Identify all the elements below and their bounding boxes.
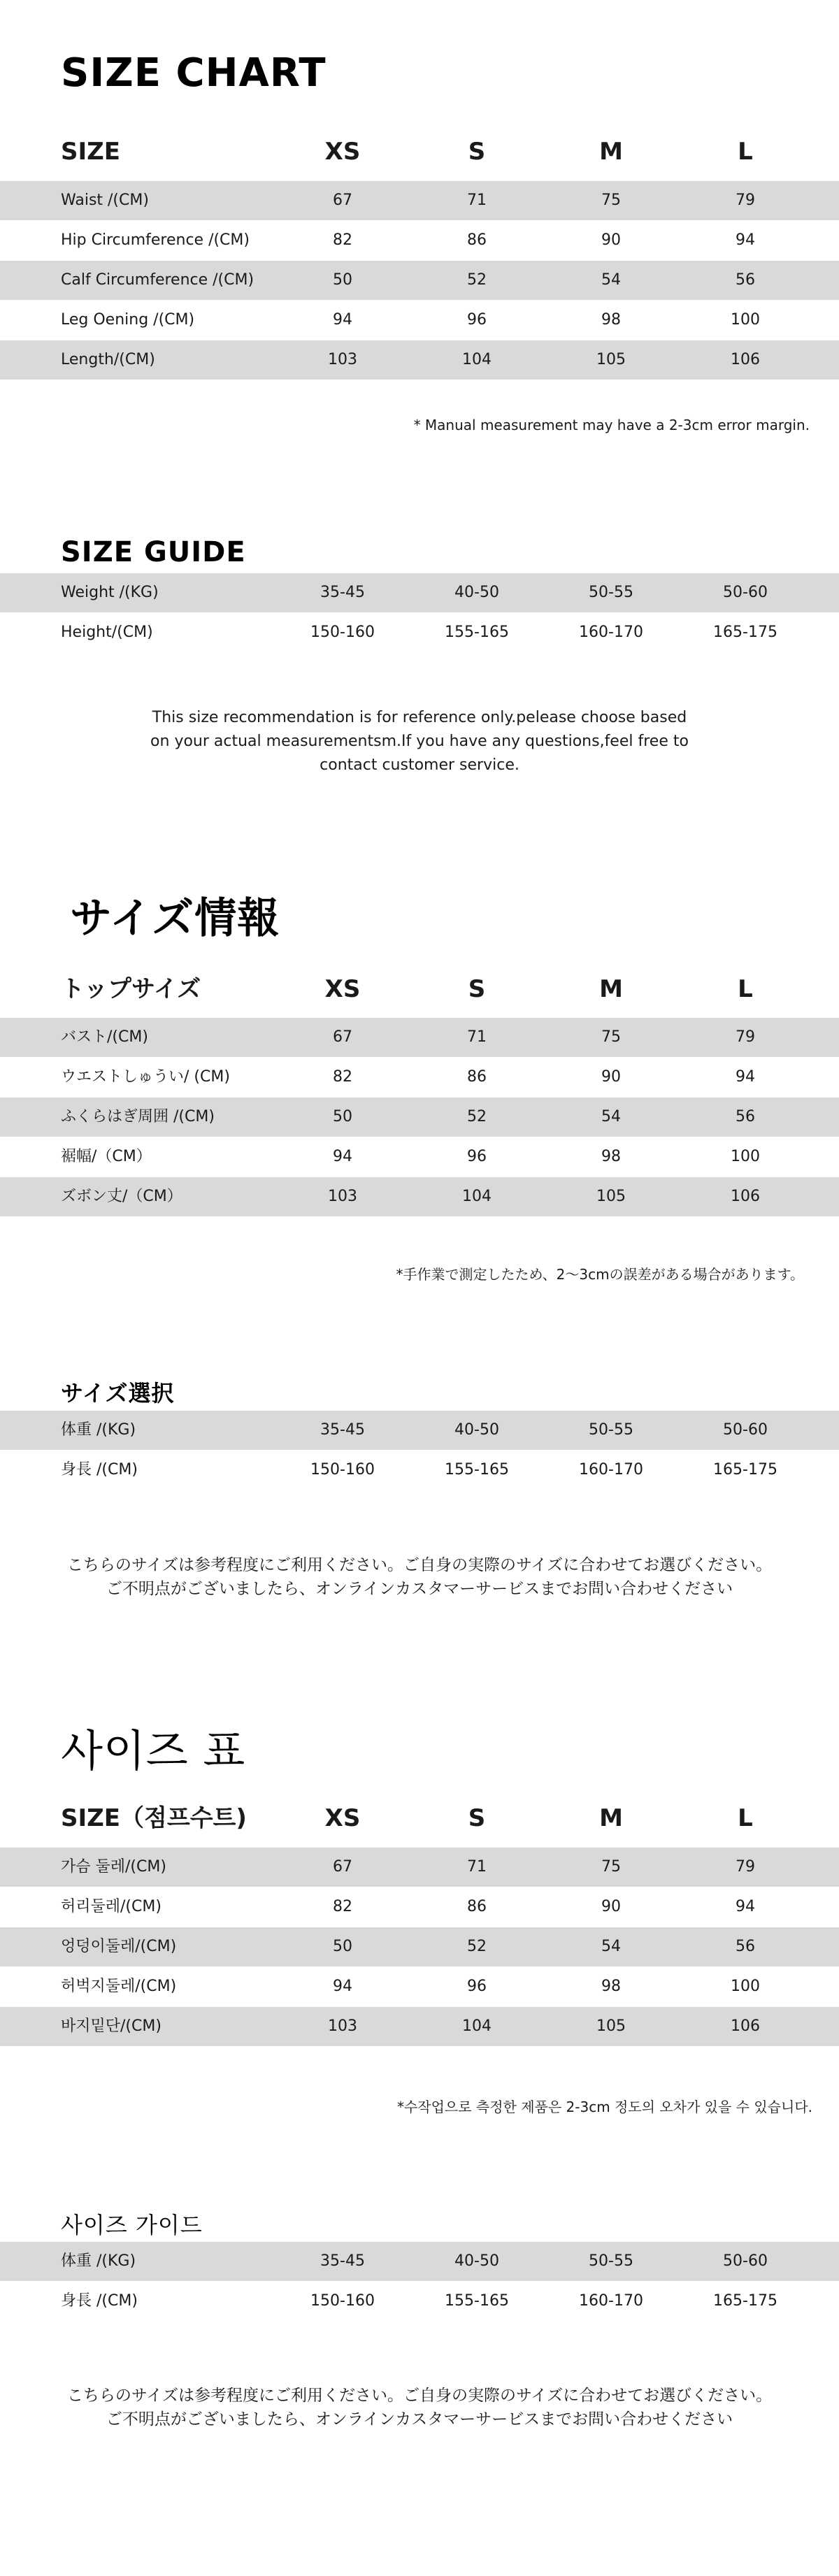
cell: 56 xyxy=(736,271,755,289)
size-header-l: L xyxy=(738,1804,753,1832)
row-label: Hip Circumference /(CM) xyxy=(61,231,250,249)
size-header-label: SIZE（점프수트) xyxy=(61,1804,247,1832)
cell: 100 xyxy=(731,1148,760,1165)
size-header-s: S xyxy=(468,975,486,1003)
size-header-xs: XS xyxy=(324,1804,361,1832)
cell: 71 xyxy=(467,1858,487,1876)
cell: 67 xyxy=(333,192,352,209)
table-row xyxy=(0,1887,839,1927)
measurement-note: *수작업으로 측정한 제품은 2-3cm 정도의 오차가 있을 수 있습니다. xyxy=(396,2099,812,2115)
size-chart-title: SIZE CHART xyxy=(61,50,327,96)
table-row xyxy=(0,1018,839,1057)
cell: 100 xyxy=(731,1978,760,1995)
paragraph-line: on your actual measurementsm.If you have any questions,feel free to xyxy=(150,733,689,750)
cell: 160-170 xyxy=(579,624,643,641)
cell: 94 xyxy=(333,1978,352,1995)
row-label: 가슴 둘레/(CM) xyxy=(61,1858,166,1876)
cell: 86 xyxy=(467,1898,487,1915)
table-row xyxy=(0,1177,839,1216)
row-label: 엉덩이둘레/(CM) xyxy=(61,1938,177,1955)
size-guide-title: SIZE GUIDE xyxy=(61,536,246,568)
cell: 52 xyxy=(467,1938,487,1955)
cell: 155-165 xyxy=(445,624,509,641)
cell: 82 xyxy=(333,1068,352,1086)
measurement-note: * Manual measurement may have a 2-3cm error margin. xyxy=(413,417,810,433)
cell: 79 xyxy=(736,192,755,209)
table-row xyxy=(0,340,839,380)
table-row xyxy=(0,261,839,300)
cell: 75 xyxy=(601,192,621,209)
table-row xyxy=(0,221,839,260)
cell: 35-45 xyxy=(320,584,365,601)
table-row xyxy=(0,1967,839,2006)
cell: 67 xyxy=(333,1028,352,1046)
row-label: 허벅지둘레/(CM) xyxy=(61,1978,177,1995)
size-chart-title: 사이즈 표 xyxy=(61,1725,246,1776)
cell: 50-60 xyxy=(723,584,768,601)
recommendation-paragraph xyxy=(0,706,839,777)
cell: 79 xyxy=(736,1028,755,1046)
cell: 103 xyxy=(328,2017,357,2035)
paragraph-line: contact customer service. xyxy=(320,756,519,774)
cell: 96 xyxy=(467,311,487,329)
recommendation-paragraph xyxy=(0,2384,839,2431)
cell: 40-50 xyxy=(454,2252,499,2270)
cell: 96 xyxy=(467,1148,487,1165)
row-label: 身長 /(CM) xyxy=(61,2292,138,2310)
size-header-l: L xyxy=(738,138,753,166)
cell: 50-60 xyxy=(723,2252,768,2270)
table-row xyxy=(0,2007,839,2046)
cell: 160-170 xyxy=(579,1461,643,1478)
cell: 35-45 xyxy=(320,1421,365,1439)
table-row xyxy=(0,573,839,612)
row-label: 허리둘레/(CM) xyxy=(61,1898,162,1915)
cell: 50-55 xyxy=(589,1421,633,1439)
cell: 56 xyxy=(736,1108,755,1125)
cell: 104 xyxy=(462,1188,492,1205)
table-row xyxy=(0,181,839,220)
cell: 94 xyxy=(736,231,755,249)
table-row xyxy=(0,1137,839,1177)
table-row xyxy=(0,1411,839,1450)
size-header-xs: XS xyxy=(324,138,361,166)
cell: 103 xyxy=(328,1188,357,1205)
cell: 105 xyxy=(596,351,626,368)
table-row xyxy=(0,1927,839,1966)
size-chart-header-row xyxy=(0,970,839,1009)
paragraph-line: ご不明点がございましたら、オンラインカスタマーサービスまでお問い合わせください xyxy=(106,2410,733,2429)
row-label: Weight /(KG) xyxy=(61,584,159,601)
cell: 86 xyxy=(467,1068,487,1086)
cell: 35-45 xyxy=(320,2252,365,2270)
cell: 105 xyxy=(596,1188,626,1205)
row-label: ウエストしゅうい/ (CM) xyxy=(61,1068,230,1086)
table-row xyxy=(0,2282,839,2321)
row-label: 体重 /(KG) xyxy=(61,1421,136,1439)
table-row xyxy=(0,1098,839,1137)
cell: 90 xyxy=(601,231,621,249)
size-chart-header-row xyxy=(0,132,839,171)
cell: 155-165 xyxy=(445,2292,509,2310)
cell: 165-175 xyxy=(713,624,777,641)
cell: 50 xyxy=(333,1938,352,1955)
cell: 96 xyxy=(467,1978,487,1995)
cell: 52 xyxy=(467,271,487,289)
cell: 103 xyxy=(328,351,357,368)
cell: 82 xyxy=(333,231,352,249)
cell: 71 xyxy=(467,1028,487,1046)
recommendation-paragraph xyxy=(0,1553,839,1601)
cell: 98 xyxy=(601,311,621,329)
cell: 75 xyxy=(601,1028,621,1046)
cell: 165-175 xyxy=(713,2292,777,2310)
cell: 106 xyxy=(731,351,760,368)
size-header-l: L xyxy=(738,975,753,1003)
table-row xyxy=(0,1451,839,1490)
row-label: Calf Circumference /(CM) xyxy=(61,271,254,289)
cell: 90 xyxy=(601,1068,621,1086)
size-header-s: S xyxy=(468,138,486,166)
size-header-s: S xyxy=(468,1804,486,1832)
cell: 90 xyxy=(601,1898,621,1915)
cell: 155-165 xyxy=(445,1461,509,1478)
size-chart-title: サイズ情報 xyxy=(70,894,280,943)
cell: 40-50 xyxy=(454,1421,499,1439)
size-header-m: M xyxy=(599,1804,623,1832)
cell: 160-170 xyxy=(579,2292,643,2310)
size-header-m: M xyxy=(599,138,623,166)
cell: 105 xyxy=(596,2017,626,2035)
cell: 100 xyxy=(731,311,760,329)
cell: 75 xyxy=(601,1858,621,1876)
cell: 54 xyxy=(601,271,621,289)
paragraph-line: ご不明点がございましたら、オンラインカスタマーサービスまでお問い合わせください xyxy=(106,1580,733,1598)
cell: 104 xyxy=(462,2017,492,2035)
row-label: ズボン丈/（CM） xyxy=(61,1188,182,1205)
cell: 79 xyxy=(736,1858,755,1876)
table-row xyxy=(0,1058,839,1097)
cell: 104 xyxy=(462,351,492,368)
size-guide-title: サイズ選択 xyxy=(61,1380,175,1406)
size-header-label: トップサイズ xyxy=(61,975,201,1003)
cell: 165-175 xyxy=(713,1461,777,1478)
cell: 94 xyxy=(333,311,352,329)
row-label: ふくらはぎ周囲 /(CM) xyxy=(61,1108,215,1125)
row-label: 바지밑단/(CM) xyxy=(61,2017,162,2035)
row-label: バスト/(CM) xyxy=(61,1028,148,1046)
cell: 106 xyxy=(731,2017,760,2035)
cell: 50 xyxy=(333,1108,352,1125)
cell: 86 xyxy=(467,231,487,249)
paragraph-line: This size recommendation is for reference only.pelease choose based xyxy=(152,709,687,726)
paragraph-line: こちらのサイズは参考程度にご利用ください。ご自身の実際のサイズに合わせてお選びください。 xyxy=(66,2387,773,2405)
cell: 98 xyxy=(601,1978,621,1995)
cell: 94 xyxy=(736,1898,755,1915)
cell: 150-160 xyxy=(310,1461,375,1478)
cell: 50 xyxy=(333,271,352,289)
table-row xyxy=(0,301,839,340)
cell: 67 xyxy=(333,1858,352,1876)
cell: 50-60 xyxy=(723,1421,768,1439)
cell: 50-55 xyxy=(589,584,633,601)
cell: 98 xyxy=(601,1148,621,1165)
measurement-note: *手作業で測定したため、2～3cmの誤差がある場合があります。 xyxy=(396,1266,804,1283)
cell: 71 xyxy=(467,192,487,209)
cell: 94 xyxy=(333,1148,352,1165)
cell: 54 xyxy=(601,1108,621,1125)
size-header-label: SIZE xyxy=(61,138,121,166)
size-chart-header-row xyxy=(0,1799,839,1838)
row-label: Leg Oening /(CM) xyxy=(61,311,195,329)
cell: 52 xyxy=(467,1108,487,1125)
row-label: 身長 /(CM) xyxy=(61,1461,138,1478)
paragraph-line: こちらのサイズは参考程度にご利用ください。ご自身の実際のサイズに合わせてお選びください。 xyxy=(66,1556,773,1574)
table-row xyxy=(0,613,839,652)
size-header-xs: XS xyxy=(324,975,361,1003)
cell: 150-160 xyxy=(310,2292,375,2310)
size-guide-title: 사이즈 가이드 xyxy=(61,2212,203,2238)
cell: 94 xyxy=(736,1068,755,1086)
row-label: 体重 /(KG) xyxy=(61,2252,136,2270)
size-header-m: M xyxy=(599,975,623,1003)
table-row xyxy=(0,2242,839,2281)
cell: 54 xyxy=(601,1938,621,1955)
cell: 106 xyxy=(731,1188,760,1205)
row-label: 裾幅/（CM） xyxy=(61,1148,152,1165)
cell: 50-55 xyxy=(589,2252,633,2270)
row-label: Waist /(CM) xyxy=(61,192,149,209)
table-row xyxy=(0,1848,839,1887)
cell: 40-50 xyxy=(454,584,499,601)
cell: 82 xyxy=(333,1898,352,1915)
row-label: Length/(CM) xyxy=(61,351,155,368)
cell: 56 xyxy=(736,1938,755,1955)
cell: 150-160 xyxy=(310,624,375,641)
row-label: Height/(CM) xyxy=(61,624,153,641)
